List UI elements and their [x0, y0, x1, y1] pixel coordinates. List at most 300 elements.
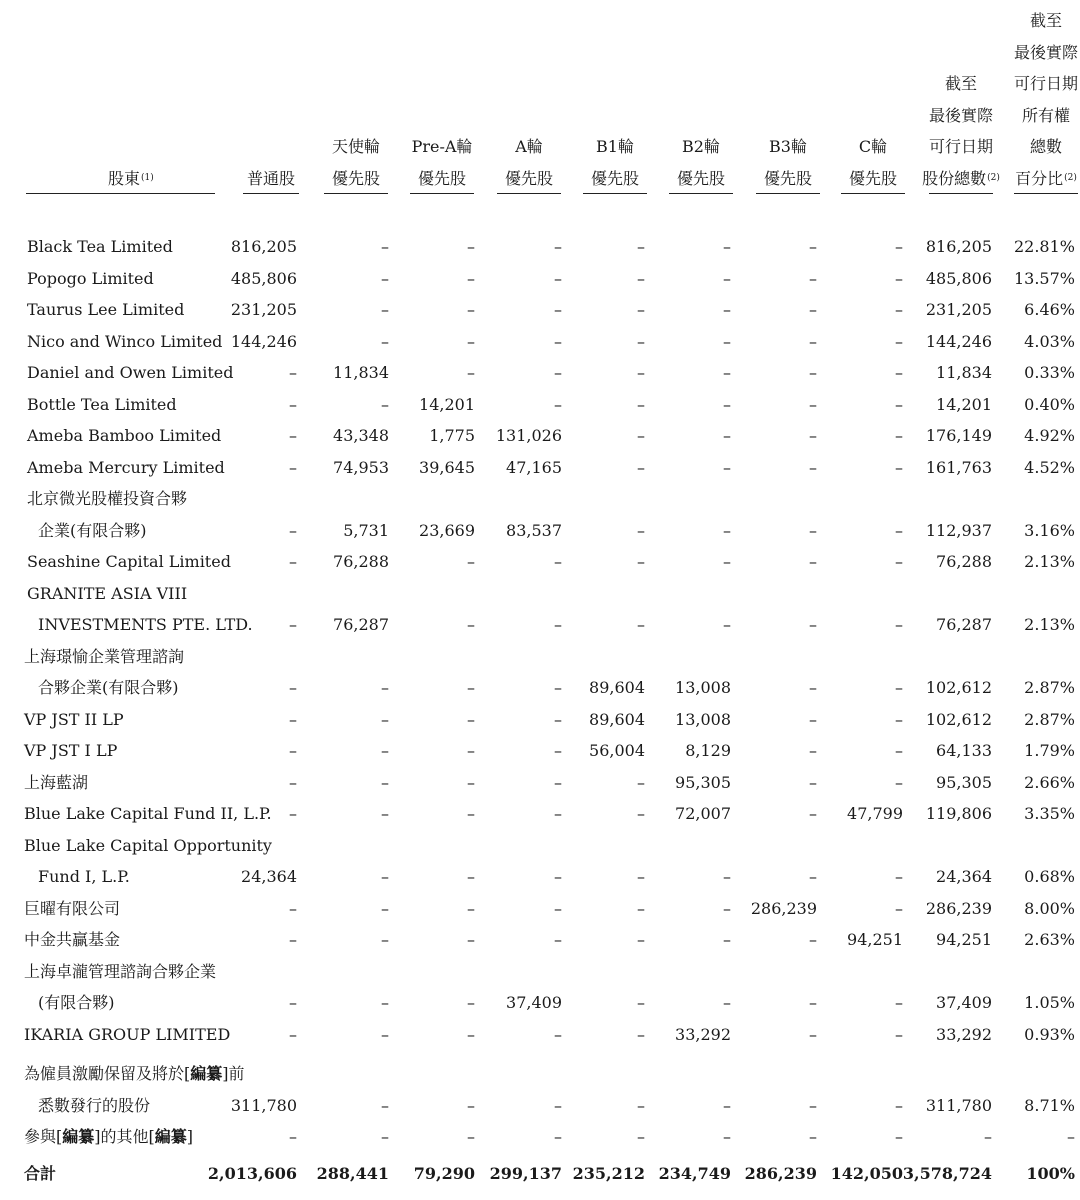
- shareholder-name: Black Tea Limited: [27, 237, 173, 256]
- cell-value: –: [637, 394, 645, 414]
- cell-value: 76,287: [936, 615, 992, 634]
- shareholder-name: 合夥企業(有限合夥): [38, 678, 179, 697]
- header-underline: [26, 193, 215, 194]
- cell-value: –: [289, 930, 297, 949]
- cell-value: 3.16%: [1024, 520, 1075, 540]
- cell-value: –: [637, 804, 645, 823]
- cell-value: –: [381, 804, 389, 823]
- shareholder-name: Bottle Tea Limited: [27, 394, 177, 414]
- header-text: 最後實際: [928, 105, 993, 125]
- table-row: [0, 263, 1080, 294]
- table-row: [0, 987, 1080, 1018]
- cell-value: –: [895, 520, 903, 540]
- cell-value: 231,205: [230, 300, 297, 319]
- header-text: 截至: [1029, 11, 1062, 30]
- cell-value: –: [723, 615, 731, 634]
- cell-value: –: [723, 898, 731, 918]
- cell-value: –: [554, 867, 562, 886]
- cell-value: 76,288: [333, 552, 389, 571]
- cell-value: 0.33%: [1024, 363, 1075, 382]
- total-value: 234,749: [658, 1164, 731, 1183]
- cell-value: 94,251: [936, 930, 992, 949]
- cell-value: –: [289, 552, 297, 571]
- cell-value: –: [984, 1127, 992, 1146]
- cell-value: –: [637, 520, 645, 540]
- table-row: [0, 735, 1080, 766]
- table-row: [0, 326, 1080, 357]
- cell-value: –: [554, 678, 562, 697]
- shareholder-name: Fund I, L.P.: [38, 867, 130, 886]
- cell-value: 2.87%: [1024, 678, 1075, 697]
- cell-value: –: [289, 993, 297, 1012]
- total-value: 286,239: [744, 1164, 817, 1183]
- header-text: 截至: [944, 74, 977, 93]
- cell-value: –: [637, 993, 645, 1012]
- header-underline: [841, 193, 905, 194]
- header-underline: [756, 193, 820, 194]
- cell-value: 22.81%: [1013, 237, 1075, 256]
- cell-value: 286,239: [750, 898, 817, 918]
- cell-value: 14,201: [419, 394, 475, 414]
- table-row: [0, 231, 1080, 262]
- header-text: 股份總數: [922, 168, 987, 188]
- cell-value: –: [895, 331, 903, 351]
- cell-value: –: [467, 268, 475, 288]
- cell-value: –: [723, 237, 731, 256]
- cell-value: –: [809, 678, 817, 697]
- cell-value: –: [809, 426, 817, 445]
- cell-value: –: [289, 1127, 297, 1146]
- cell-value: –: [289, 804, 297, 823]
- shareholder-name: Blue Lake Capital Opportunity: [24, 835, 272, 855]
- cell-value: –: [467, 804, 475, 823]
- cell-value: –: [467, 331, 475, 351]
- table-row: [0, 515, 1080, 546]
- header-text: Pre-A輪: [411, 137, 473, 156]
- cell-value: 13.57%: [1013, 268, 1075, 288]
- cell-value: –: [723, 993, 731, 1012]
- cell-value: –: [554, 741, 562, 760]
- cell-value: 76,288: [936, 552, 992, 571]
- cell-value: 11,834: [936, 363, 992, 382]
- shareholder-name: 企業(有限合夥): [38, 520, 147, 540]
- cell-value: 95,305: [936, 772, 992, 792]
- cell-value: –: [637, 615, 645, 634]
- cell-value: –: [289, 741, 297, 760]
- cell-value: 76,287: [333, 615, 389, 634]
- cell-value: –: [723, 426, 731, 445]
- cell-value: –: [467, 615, 475, 634]
- cell-value: 2.63%: [1024, 930, 1075, 949]
- cell-value: –: [554, 552, 562, 571]
- header-line: [991, 100, 1080, 132]
- cell-value: 6.46%: [1024, 300, 1075, 319]
- cell-value: –: [381, 1024, 389, 1044]
- cell-value: –: [381, 867, 389, 886]
- cell-value: 47,165: [506, 457, 562, 477]
- header-text: 優先股: [676, 168, 725, 188]
- header-text: 可行日期: [1013, 74, 1078, 93]
- cell-value: –: [289, 678, 297, 697]
- cell-value: –: [895, 363, 903, 382]
- table-row: [0, 893, 1080, 924]
- cell-value: 3.35%: [1024, 804, 1075, 823]
- cell-value: –: [809, 1024, 817, 1044]
- total-value: 142,050: [830, 1164, 903, 1183]
- cell-value: –: [637, 1024, 645, 1044]
- header-note: (2): [1064, 172, 1077, 183]
- cell-value: –: [809, 615, 817, 634]
- cell-value: 23,669: [419, 520, 475, 540]
- cell-value: –: [809, 741, 817, 760]
- cell-value: 5,731: [343, 520, 389, 540]
- header-underline: [929, 193, 993, 194]
- cell-value: 37,409: [936, 993, 992, 1012]
- header-text: 優先股: [504, 168, 553, 188]
- cell-value: –: [289, 457, 297, 477]
- cell-value: –: [467, 1127, 475, 1146]
- cell-value: 89,604: [589, 678, 645, 697]
- cell-value: –: [809, 772, 817, 792]
- cell-value: –: [723, 394, 731, 414]
- header-line: [991, 131, 1080, 163]
- cell-value: 95,305: [675, 772, 731, 792]
- cell-value: 485,806: [925, 268, 992, 288]
- cell-value: –: [467, 898, 475, 918]
- cell-value: –: [554, 615, 562, 634]
- cell-value: –: [381, 268, 389, 288]
- shareholder-name: Ameba Bamboo Limited: [27, 426, 222, 445]
- cell-value: –: [895, 867, 903, 886]
- table-row: [0, 1090, 1080, 1121]
- cell-value: –: [467, 930, 475, 949]
- header-text: 可行日期: [928, 137, 993, 156]
- header-underline: [497, 193, 561, 194]
- cell-value: 37,409: [506, 993, 562, 1012]
- shareholder-name: 上海璟愉企業管理諮詢: [24, 646, 185, 666]
- table-row-name-line: [0, 830, 1080, 861]
- total-value: 288,441: [316, 1164, 389, 1183]
- cell-value: 24,364: [936, 867, 992, 886]
- table-row-total: [0, 1158, 1080, 1189]
- cell-value: –: [467, 552, 475, 571]
- cell-value: 64,133: [936, 741, 992, 760]
- cell-value: –: [554, 268, 562, 288]
- cell-value: 33,292: [675, 1024, 731, 1044]
- table-row: [0, 704, 1080, 735]
- header-percentage: [991, 5, 1080, 194]
- cell-value: 2.13%: [1024, 552, 1075, 571]
- cell-value: 112,937: [925, 520, 992, 540]
- cell-value: 131,026: [495, 426, 562, 445]
- cell-value: –: [381, 237, 389, 256]
- cell-value: –: [895, 709, 903, 729]
- cell-value: –: [809, 520, 817, 540]
- cell-value: –: [289, 709, 297, 729]
- shareholder-name: Taurus Lee Limited: [27, 300, 185, 319]
- header-underline: [583, 193, 647, 194]
- shareholder-name: Blue Lake Capital Fund II, L.P.: [24, 804, 272, 823]
- cell-value: –: [809, 1127, 817, 1146]
- cell-value: –: [289, 394, 297, 414]
- table-row-name-line: [0, 1058, 1080, 1089]
- cell-value: –: [809, 331, 817, 351]
- header-note: (2): [987, 172, 1000, 183]
- cell-value: –: [554, 394, 562, 414]
- cell-value: 286,239: [925, 898, 992, 918]
- shareholder-name: GRANITE ASIA VIII: [27, 583, 188, 603]
- cell-value: 119,806: [925, 804, 992, 823]
- table-row: [0, 389, 1080, 420]
- cell-value: –: [381, 930, 389, 949]
- shareholder-name: IKARIA GROUP LIMITED: [24, 1024, 231, 1044]
- cell-value: 816,205: [230, 237, 297, 256]
- cell-value: –: [289, 615, 297, 634]
- cell-value: –: [637, 1095, 645, 1115]
- header-text: A輪: [515, 137, 543, 156]
- header-text: 天使輪: [331, 137, 380, 156]
- cell-value: –: [381, 741, 389, 760]
- cell-value: –: [809, 552, 817, 571]
- cell-value: –: [467, 237, 475, 256]
- cell-value: –: [895, 268, 903, 288]
- cell-value: –: [554, 709, 562, 729]
- cell-value: –: [895, 457, 903, 477]
- cell-value: –: [723, 300, 731, 319]
- cell-value: –: [381, 331, 389, 351]
- cell-value: –: [467, 363, 475, 382]
- table-row: [0, 1019, 1080, 1050]
- header-underline: [243, 193, 299, 194]
- cell-value: –: [554, 1095, 562, 1115]
- cell-value: –: [467, 300, 475, 319]
- shareholder-name: 悉數發行的股份: [38, 1095, 151, 1115]
- cell-value: 8,129: [685, 741, 731, 760]
- cell-value: 311,780: [925, 1095, 992, 1115]
- shareholder-name: 中金共贏基金: [24, 930, 121, 949]
- cell-value: –: [809, 930, 817, 949]
- shareholder-name: INVESTMENTS PTE. LTD.: [38, 615, 253, 634]
- cell-value: –: [637, 363, 645, 382]
- cell-value: –: [1067, 1127, 1075, 1146]
- cell-value: –: [809, 867, 817, 886]
- cell-value: –: [554, 1024, 562, 1044]
- table-row-name-line: [0, 578, 1080, 609]
- cell-value: –: [467, 1095, 475, 1115]
- table-row-name-line: [0, 956, 1080, 987]
- shareholder-name: Popogo Limited: [27, 268, 154, 288]
- cell-value: –: [289, 426, 297, 445]
- cell-value: –: [467, 772, 475, 792]
- cell-value: 4.52%: [1024, 457, 1075, 477]
- cell-value: –: [289, 1024, 297, 1044]
- cell-value: –: [637, 1127, 645, 1146]
- cell-value: –: [895, 741, 903, 760]
- cell-value: 485,806: [230, 268, 297, 288]
- header-line: [991, 163, 1080, 195]
- header-underline: [324, 193, 388, 194]
- header-text: B2輪: [682, 137, 720, 156]
- table-row: [0, 357, 1080, 388]
- cell-value: 2.13%: [1024, 615, 1075, 634]
- cell-value: –: [723, 363, 731, 382]
- header-text: 最後實際: [1013, 42, 1078, 62]
- cell-value: 13,008: [675, 709, 731, 729]
- cell-value: –: [809, 268, 817, 288]
- cell-value: –: [467, 678, 475, 697]
- cell-value: –: [723, 331, 731, 351]
- cell-value: –: [895, 426, 903, 445]
- header-text: 優先股: [417, 168, 466, 188]
- shareholder-name: VP JST II LP: [24, 709, 124, 729]
- cell-value: 4.03%: [1024, 331, 1075, 351]
- cell-value: –: [467, 867, 475, 886]
- shareholder-name: 為僱員激勵保留及將於[編纂]前: [24, 1064, 245, 1083]
- cell-value: –: [809, 993, 817, 1012]
- cell-value: 0.93%: [1024, 1024, 1075, 1044]
- cell-value: –: [723, 457, 731, 477]
- cell-value: 83,537: [506, 520, 562, 540]
- cell-value: 2.87%: [1024, 709, 1075, 729]
- cell-value: –: [723, 1095, 731, 1115]
- shareholder-name: Nico and Winco Limited: [27, 331, 223, 351]
- table-row: [0, 609, 1080, 640]
- cell-value: –: [895, 1024, 903, 1044]
- cell-value: –: [637, 426, 645, 445]
- shareholder-name: VP JST I LP: [24, 741, 118, 760]
- table-row: [0, 672, 1080, 703]
- table-row: [0, 294, 1080, 325]
- cell-value: –: [381, 300, 389, 319]
- cell-value: –: [467, 709, 475, 729]
- table-row: [0, 452, 1080, 483]
- shareholder-name: 巨曜有限公司: [24, 898, 121, 918]
- cell-value: 39,645: [419, 457, 475, 477]
- header-underline: [669, 193, 733, 194]
- cell-value: –: [809, 363, 817, 382]
- cell-value: –: [637, 930, 645, 949]
- total-value: 235,212: [572, 1164, 645, 1183]
- header-line: [991, 68, 1080, 100]
- header-underline: [1014, 193, 1078, 194]
- cell-value: 1,775: [429, 426, 475, 445]
- table-row: [0, 924, 1080, 955]
- cell-value: –: [809, 237, 817, 256]
- cell-value: –: [637, 772, 645, 792]
- header-text: 優先股: [848, 168, 897, 188]
- cell-value: –: [723, 520, 731, 540]
- cell-value: –: [637, 300, 645, 319]
- shareholder-name: 北京微光股權投資合夥: [27, 489, 188, 508]
- cell-value: –: [637, 867, 645, 886]
- total-label: 合計: [24, 1164, 57, 1183]
- header-text: 優先股: [590, 168, 639, 188]
- cell-value: 176,149: [925, 426, 992, 445]
- cell-value: –: [895, 394, 903, 414]
- cell-value: 8.00%: [1024, 898, 1075, 918]
- cell-value: –: [895, 615, 903, 634]
- header-shareholder-note: (1): [141, 172, 154, 183]
- cell-value: 144,246: [230, 331, 297, 351]
- header-text: C輪: [858, 137, 888, 156]
- shareholder-name: 上海卓瀧管理諮詢合夥企業: [24, 961, 217, 981]
- header-shareholder: [108, 163, 154, 195]
- cell-value: –: [554, 331, 562, 351]
- cell-value: –: [809, 300, 817, 319]
- cell-value: 94,251: [847, 930, 903, 949]
- total-value: 2,013,606: [207, 1164, 297, 1183]
- table-row: [0, 767, 1080, 798]
- table-row-name-line: [0, 483, 1080, 514]
- cell-value: –: [895, 552, 903, 571]
- cell-value: 33,292: [936, 1024, 992, 1044]
- cell-value: –: [554, 1127, 562, 1146]
- header-text: 所有權: [1021, 105, 1070, 125]
- table-row-name-line: [0, 641, 1080, 672]
- cell-value: –: [554, 772, 562, 792]
- cell-value: –: [289, 772, 297, 792]
- cell-value: –: [637, 268, 645, 288]
- cell-value: –: [809, 394, 817, 414]
- cell-value: –: [467, 993, 475, 1012]
- cell-value: 0.68%: [1024, 867, 1075, 886]
- cell-value: –: [289, 363, 297, 382]
- cell-value: 89,604: [589, 709, 645, 729]
- cell-value: –: [554, 930, 562, 949]
- cell-value: 231,205: [925, 300, 992, 319]
- header-text: B3輪: [769, 137, 807, 156]
- cell-value: –: [895, 1127, 903, 1146]
- table-row: [0, 546, 1080, 577]
- shareholder-name: Seashine Capital Limited: [27, 552, 231, 571]
- cell-value: 72,007: [675, 804, 731, 823]
- header-text: 總數: [1029, 137, 1062, 156]
- cell-value: –: [554, 300, 562, 319]
- cell-value: 1.79%: [1024, 741, 1075, 760]
- cell-value: 102,612: [925, 709, 992, 729]
- table-row: [0, 798, 1080, 829]
- cell-value: –: [381, 678, 389, 697]
- cell-value: 161,763: [925, 457, 992, 477]
- shareholder-name: 參與[編纂]的其他[編纂]: [24, 1127, 194, 1146]
- cell-value: –: [723, 552, 731, 571]
- header-text: 優先股: [763, 168, 812, 188]
- shareholder-name: 上海藍湖: [24, 772, 89, 792]
- cell-value: –: [637, 898, 645, 918]
- header-text: 普通股: [246, 168, 295, 188]
- cell-value: –: [381, 1095, 389, 1115]
- header-underline: [410, 193, 474, 194]
- header-text: 百分比: [1015, 168, 1064, 188]
- cell-value: 2.66%: [1024, 772, 1075, 792]
- cell-value: –: [895, 898, 903, 918]
- cell-value: –: [381, 898, 389, 918]
- cell-value: 74,953: [333, 457, 389, 477]
- shareholder-name: Ameba Mercury Limited: [27, 457, 225, 477]
- total-value: 299,137: [489, 1164, 562, 1183]
- cell-value: –: [723, 1127, 731, 1146]
- table-row: [0, 1121, 1080, 1152]
- cell-value: 43,348: [333, 426, 389, 445]
- cell-value: 47,799: [847, 804, 903, 823]
- cell-value: 102,612: [925, 678, 992, 697]
- header-text: B1輪: [596, 137, 634, 156]
- header-line: [991, 5, 1080, 37]
- cell-value: –: [809, 709, 817, 729]
- cell-value: –: [895, 1095, 903, 1115]
- cell-value: –: [289, 898, 297, 918]
- total-value: 3,578,724: [902, 1164, 992, 1183]
